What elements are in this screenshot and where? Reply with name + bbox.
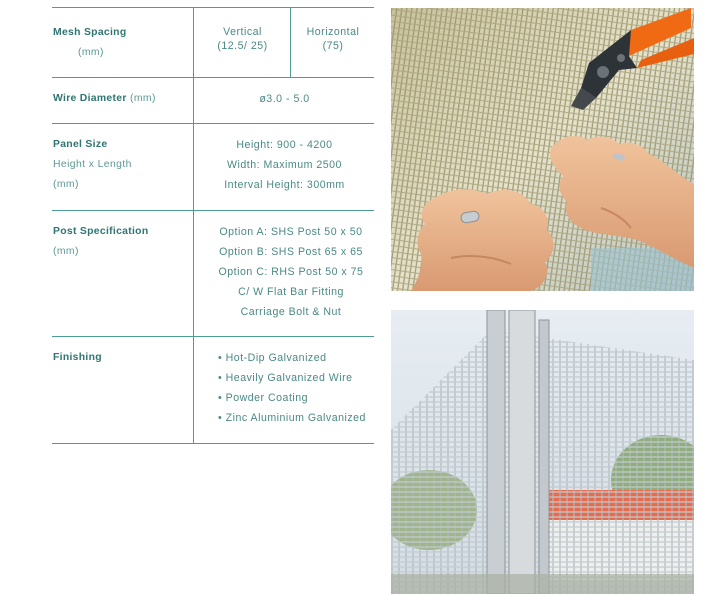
finishing-item: • Heavily Galvanized Wire	[218, 372, 353, 384]
mesh-vertical-title: Vertical	[223, 26, 262, 38]
mesh-spacing-unit: (mm)	[78, 47, 104, 58]
wire-diameter-value: ø3.0 - 5.0	[259, 93, 310, 105]
finishing-item: • Powder Coating	[218, 392, 309, 404]
post-spec-value: Option B: SHS Post 65 x 65	[219, 246, 363, 258]
mesh-spacing-label: Mesh Spacing	[53, 27, 127, 38]
post-spec-value: Option C: RHS Post 50 x 75	[218, 266, 364, 278]
table-rule	[52, 336, 374, 337]
fence-post-icon	[487, 310, 549, 594]
table-column-divider	[290, 7, 291, 77]
photo-hands-cutter	[391, 8, 694, 291]
mesh-horizontal-title: Horizontal	[306, 26, 360, 38]
table-rule	[52, 77, 374, 78]
post-spec-value: Carriage Bolt & Nut	[240, 306, 342, 318]
post-spec-label: Post Specification	[53, 226, 149, 237]
panel-size-sub: Height x Length	[53, 159, 132, 170]
table-column-divider	[193, 7, 194, 443]
mesh-horizontal-value: (75)	[322, 40, 344, 52]
panel-size-value: Height: 900 - 4200	[236, 139, 333, 151]
table-rule	[52, 123, 374, 124]
panel-size-label: Panel Size	[53, 139, 108, 150]
wire-diameter-label: Wire Diameter (mm)	[53, 93, 156, 104]
hand-icon	[411, 189, 554, 291]
panel-size-value: Interval Height: 300mm	[224, 179, 345, 191]
photo-building-fence	[391, 310, 694, 594]
panel-size-unit: (mm)	[53, 179, 79, 190]
post-spec-unit: (mm)	[53, 246, 79, 257]
table-rule	[52, 210, 374, 211]
mesh-vertical-value: (12.5/ 25)	[217, 40, 268, 52]
finishing-item: • Hot-Dip Galvanized	[218, 352, 327, 364]
hands-cutter-illustration	[391, 8, 694, 291]
post-spec-value: C/ W Flat Bar Fitting	[238, 286, 344, 298]
table-rule	[52, 7, 374, 8]
post-spec-value: Option A: SHS Post 50 x 50	[219, 226, 363, 238]
building-fence-illustration	[391, 310, 694, 594]
table-rule	[52, 443, 374, 444]
finishing-label: Finishing	[53, 352, 102, 363]
finishing-item: • Zinc Aluminium Galvanized	[218, 412, 366, 424]
panel-size-value: Width: Maximum 2500	[227, 159, 342, 171]
